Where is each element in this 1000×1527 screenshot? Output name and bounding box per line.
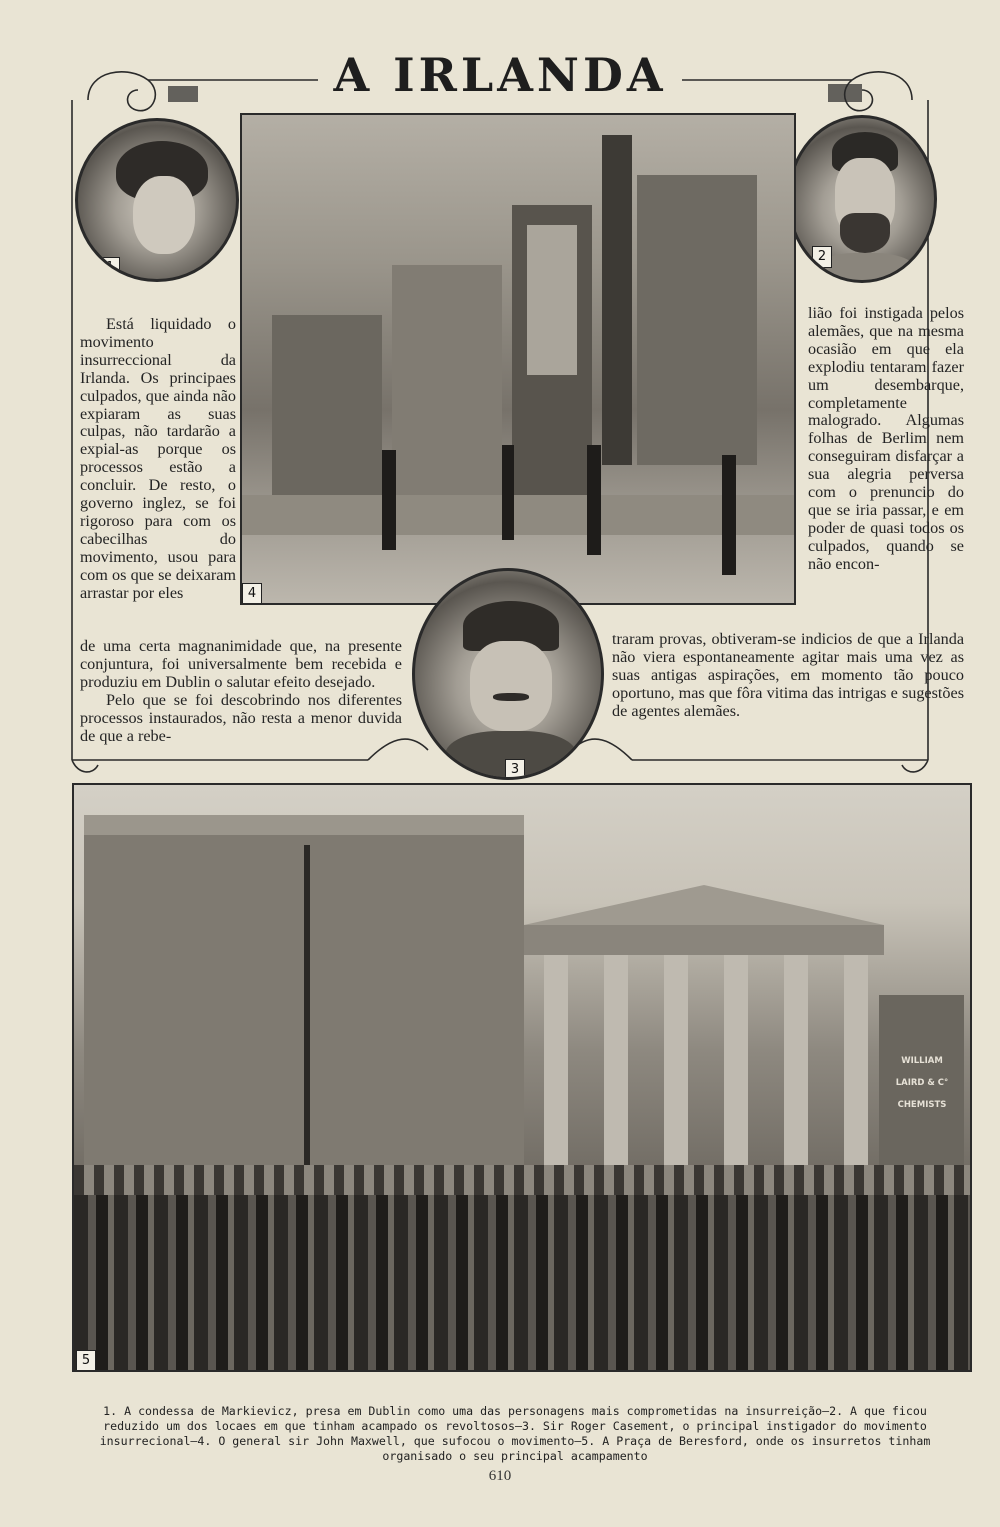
photo-number-1: 1 bbox=[100, 257, 120, 279]
photo-number-5: 5 bbox=[76, 1350, 96, 1372]
article-left-column bbox=[80, 316, 236, 603]
portrait-photo-1 bbox=[75, 118, 239, 282]
article-paragraph-1: Está liquidado o movimento insurreccional da Irlanda. Os principaes culpados, que ainda não expiaram as suas culpas, não tardarão a expial-as porque os processos estão a concluir. De resto, o governo inglez, se foi rigoroso para com os cabecilhas do movimento, usou para com os que se deixaram arrastar por eles bbox=[80, 315, 236, 602]
shop-sign-laird: LAIRD & C° bbox=[895, 1078, 949, 1088]
article-paragraph-2-cont: lião foi instigada pelos alemães, que na mesma ocasião em que ela explodiu tentaram fazer um desembarque, completamente malogrado. Algumas folhas de Berlim nem conseguiram disfarçar a sua alegria perversa com o prenuncio do que se iria passar, e em poder de quasi todos os culpados, quando se não encon- bbox=[808, 304, 964, 573]
photo-caption: 1. A condessa de Markievicz, presa em Dublin como uma das personagens mais comprometidas na insurreição—2. A que ficou reduzido um dos locaes em que tinham acampado os revoltosos—3. Sir Roger Casement, o principal instigador do movimento insurrecional—4. O general sir John Maxwell, que sufocou o movimento—5. A Praça de Beresford, onde os insurretos tinham organisado o seu principal acampamento bbox=[99, 1404, 931, 1463]
article-left-wide bbox=[80, 638, 402, 745]
article-paragraph-2-end: traram provas, obtiveram-se indicios de que a Irlanda não viera espontaneamente agitar mais uma vez as suas antigas aspirações, em momento tão pouco oportuno, mas que fôra vitima das intrigas e sugestões de agentes alemães. bbox=[612, 630, 964, 720]
page-title: A IRLANDA bbox=[333, 48, 667, 102]
article-paragraph-2: Pelo que se foi descobrindo nos diferentes processos instaurados, não resta a menor duvida de que a rebe- bbox=[80, 690, 402, 745]
photo-number-3: 3 bbox=[505, 759, 525, 780]
portrait-photo-2 bbox=[787, 115, 937, 283]
shop-sign-chemists: CHEMISTS bbox=[897, 1100, 947, 1110]
article-right-column bbox=[808, 305, 964, 574]
photo-number-2: 2 bbox=[812, 246, 832, 268]
shop-sign-william: WILLIAM bbox=[901, 1056, 943, 1066]
article-paragraph-1-cont: de uma certa magnanimidade que, na presente conjuntura, foi universalmente bem recebida e produziu em Dublin o salutar efeito desejado. bbox=[80, 637, 402, 691]
portrait-photo-3 bbox=[412, 568, 604, 780]
photo-number-4: 4 bbox=[242, 583, 262, 605]
article-right-wide bbox=[612, 631, 964, 721]
page-number: 610 bbox=[488, 1468, 512, 1484]
gpo-crowd-photo-5 bbox=[72, 783, 972, 1372]
ruins-photo-4 bbox=[240, 113, 796, 605]
